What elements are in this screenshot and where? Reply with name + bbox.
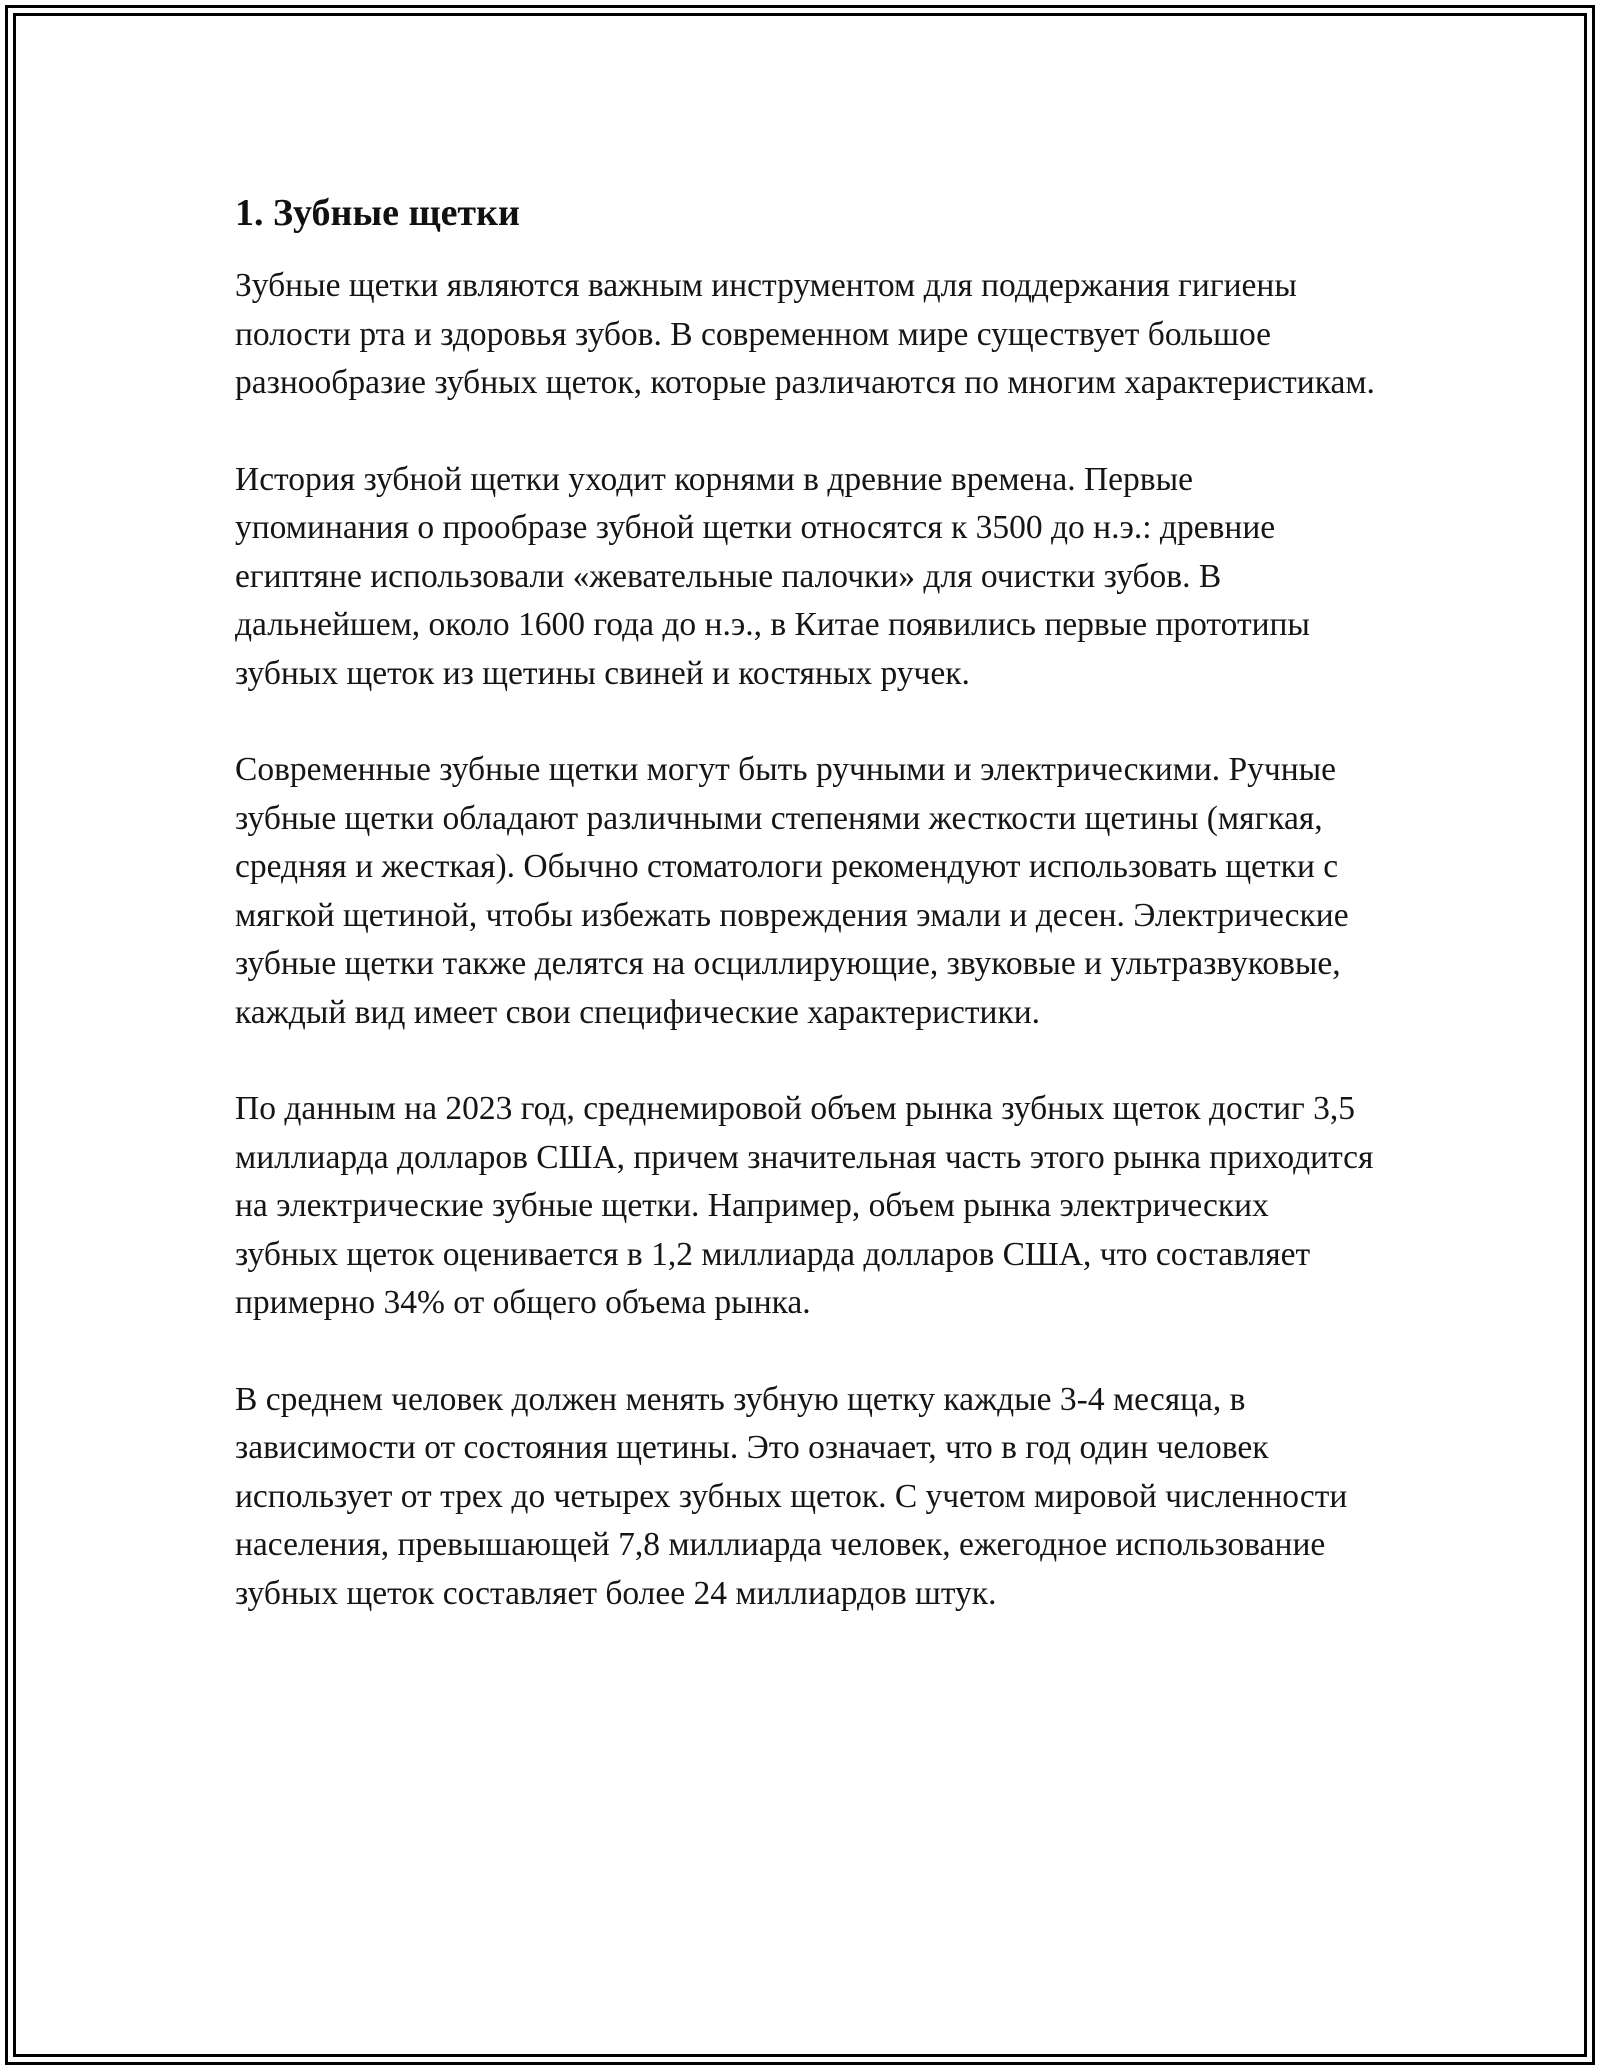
paragraph-history: История зубной щетки уходит корнями в древние времена. Первые упоминания о прообразе зубной щетки относятся к 3500 до н.э.: древние египтяне использовали «жевательные палочки» для очистки зубов. В дальнейшем, около 1600 года до н.э., в Китае появились первые прототипы зубных щеток из щетины свиней и костяных ручек. bbox=[235, 460, 1310, 692]
paragraph-usage: В среднем человек должен менять зубную щетку каждые 3-4 месяца, в зависимости от состояния щетины. Это означает, что в год один человек использует от трех до четырех зубных щеток. С учетом мировой численности населения, превышающей 7,8 миллиарда человек, ежегодное использование зубных щеток составляет более 24 миллиардов штук. bbox=[235, 1380, 1348, 1612]
paragraph-intro: Зубные щетки являются важным инструментом для поддержания гигиены полости рта и здоровья зубов. В современном мире существует большое разнообразие зубных щеток, которые различаются по многим характеристикам. bbox=[235, 267, 1375, 401]
document-body bbox=[235, 186, 1375, 1618]
paragraph-types: Современные зубные щетки могут быть ручными и электрическими. Ручные зубные щетки обладают различными степенями жесткости щетины (мягкая, средняя и жесткая). Обычно стоматологи рекомендуют использовать щетки с мягкой щетиной, чтобы избежать повреждения эмали и десен. Электрические зубные щетки также делятся на осциллирующие, звуковые и ультразвуковые, каждый вид имеет свои специфические характеристики. bbox=[235, 751, 1349, 1031]
section-heading: 1. Зубные щетки bbox=[235, 192, 520, 234]
paragraph-market: По данным на 2023 год, среднемировой объем рынка зубных щеток достиг 3,5 миллиарда долларов США, причем значительная часть этого рынка приходится на электрические зубные щетки. Например, объем рынка электрических зубных щеток оценивается в 1,2 миллиарда долларов США, что составляет примерно 34% от общего объема рынка. bbox=[235, 1090, 1374, 1321]
